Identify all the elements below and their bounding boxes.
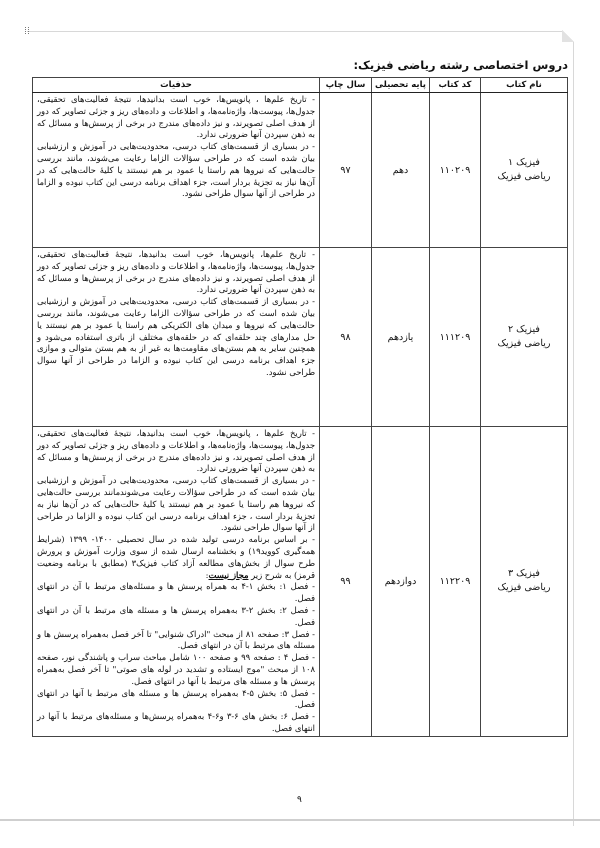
column-header-book-name: نام کتاب bbox=[481, 78, 568, 93]
print-year: ۹۸ bbox=[320, 248, 372, 427]
chapter-deletion: - فصل ۴ : صفحه ۹۹ و صفحه ۱۰۰ شامل مباحث سراب و پاشندگی نور، صفحه ۱۰۸ از مبحث "موج ایستاده و تشدید در لوله های صوتی" تا آخر فصل به‌همراه پرسش ها و مسئله های مرتبط با آنها در انتهای فصل. bbox=[37, 652, 315, 686]
book-name-cell bbox=[481, 93, 568, 248]
grade: یازدهم bbox=[372, 248, 430, 427]
column-header-deletions: حذفیات bbox=[33, 78, 320, 93]
book-field: ریاضی فیزیک bbox=[497, 582, 551, 594]
deletion-item: - در بسیاری از قسمت‌های کتاب درسی، محدودیت‌هایی در آموزش و ارزشیابی بیان شده است که در طراحی سؤالات الزاما رعایت می‌شوند، مانند بررسی حالت‌هایی که نیروها هم راستا یا عمود بر هم نیستند یا کلیهٔ حالت‌هایی که در آن‌ها نیاز به تجزیهٔ بردار است، جزء اهداف برنامه درسی این کتاب نبوده و الزاما در طراحی از آنها سوال طراحی نشود. bbox=[37, 141, 315, 199]
book-name: فیزیک ۱ bbox=[508, 157, 540, 168]
book-code: ۱۱۲۲۰۹ bbox=[430, 427, 481, 737]
book-field: ریاضی فیزیک bbox=[497, 171, 551, 182]
page-number: ۹ bbox=[297, 795, 302, 805]
column-header-book-code: کد کتاب bbox=[430, 78, 481, 93]
table-row bbox=[33, 248, 568, 427]
print-year: ۹۹ bbox=[320, 427, 372, 737]
curriculum-table bbox=[32, 77, 568, 737]
book-name-cell bbox=[481, 248, 568, 427]
covid-note-colon: : bbox=[205, 569, 209, 580]
page-corner-fold bbox=[562, 30, 574, 42]
table-row bbox=[33, 427, 568, 737]
deletion-item: - تاریخ علم‌ها ، پانویس‌ها، خوب است بدانیدها، نتیجهٔ فعالیت‌های تحقیقی، جدول‌ها، پیوست‌ها، واژه‌نامه‌ها، و اطلاعات و داده‌های ریز و جزئی تصاویر که دور از هدف اصلی تصویرند، و نیز داده‌های مندرج در برخی از پرسش‌ها و مسائل که به ذهن سپردن آنها ضرورتی ندارد. bbox=[37, 428, 315, 474]
page-top-edge bbox=[27, 31, 574, 32]
page-marker-icon bbox=[25, 27, 29, 34]
chapter-deletion: - فصل ۲: بخش ۲-۳ به‌همراه پرسش ها و مسئله های مرتبط با آن در انتهای فصل. bbox=[37, 604, 315, 627]
grade: دهم bbox=[372, 93, 430, 248]
deletions-cell bbox=[33, 93, 320, 248]
section-heading: دروس اختصاصی رشته ریاضی فیزیک: bbox=[353, 58, 568, 72]
covid-note bbox=[37, 534, 315, 581]
book-field: ریاضی فیزیک bbox=[497, 338, 551, 349]
deletion-item: - در بسیاری از قسمت‌های کتاب درسی، محدودیت‌هایی در آموزش و ارزشیابی بیان شده است که در طراحی سؤالات الزاما رعایت می‌شوند، مانند بررسی حالت‌هایی که نیروها و میدان های الکتریکی هم راستا یا عمود بر هم نیستند یا حل مدارهای چند حلقه‌ای که در حلقه‌های مختلف از باتری استفاده می‌شود و همچنین سایر به هم بستن‌های مقاومت‌ها به غیر از به هم بستن متوالی و موازی جزء اهداف برنامه درسی این کتاب نبوده و الزاما در طراحی از آنها سوال طراحی نشود. bbox=[37, 296, 315, 377]
deletion-item: - تاریخ علم‌ها ، پانویس‌ها، خوب است بدانیدها، نتیجهٔ فعالیت‌های تحقیقی، جدول‌ها، پیوست‌ها، واژه‌نامه‌ها، و اطلاعات و داده‌های ریز و جزئی تصاویر که دور از هدف اصلی تصویرند، و نیز داده‌های مندرج در برخی از پرسش‌ها و مسائل که به ذهن سپردن آنها ضرورتی ندارد. bbox=[37, 94, 315, 140]
not-allowed-emphasis: مجاز نیست bbox=[208, 569, 249, 580]
print-year: ۹۷ bbox=[320, 93, 372, 248]
column-header-print-year: سال چاپ bbox=[320, 78, 372, 93]
deletions-cell bbox=[33, 427, 320, 737]
book-code: ۱۱۱۲۰۹ bbox=[430, 248, 481, 427]
deletions-cell bbox=[33, 248, 320, 427]
book-name-cell bbox=[481, 427, 568, 737]
chapter-deletion: - فصل ۳: صفحه ۸۱ از مبحث "ادراک شنوایی" تا آخر فصل به‌همراه پرسش ها و مسئله های مرتبط با آن در انتهای فصل. bbox=[37, 628, 315, 651]
grade: دوازدهم bbox=[372, 427, 430, 737]
book-name: فیزیک ۳ bbox=[508, 568, 540, 580]
chapter-deletion: - فصل ۶: بخش های ۶-۳ و۶-۴ به‌همراه پرسش‌ها و مسئله‌های مرتبط با آنها در انتهای فصل. bbox=[37, 711, 315, 733]
page-bottom-edge bbox=[0, 819, 600, 821]
column-header-grade: پایه تحصیلی bbox=[372, 78, 430, 93]
deletion-item: - در بسیاری از قسمت‌های کتاب درسی، محدودیت‌هایی در آموزش و ارزشیابی بیان شده است که در طراحی سؤالات رعایت می‌شوندمانند بررسی حالت‌هایی که نیروها هم راستا یا عمود بر هم نیستند یا کلیهٔ حالت‌هایی که در آن‌ها نیاز به تجزیهٔ بردار است ، جزء اهداف برنامه درسی این کتاب نبوده و الزاما در طراحی از آنها سوال طراحی نشود. bbox=[37, 475, 315, 533]
book-code: ۱۱۰۲۰۹ bbox=[430, 93, 481, 248]
chapter-deletion: - فصل ۱: بخش ۱-۴ به همراه پرسش ها و مسئله‌های مرتبط با آن در انتهای فصل. bbox=[37, 581, 315, 604]
deletion-item: - تاریخ علم‌ها، پانویس‌ها، خوب است بدانیدها، نتیجهٔ فعالیت‌های تحقیقی، جدول‌ها، پیوست‌ها، واژه‌نامه‌ها، و اطلاعات و داده‌های ریز و جزئی تصاویر که دور از هدف اصلی تصویرند، و نیز داده‌های مندرج در برخی از پرسش‌ها و مسائل که به ذهن سپردن آنها ضرورتی ندارد. bbox=[37, 249, 315, 295]
chapter-deletion: - فصل ۵: بخش ۵-۴ به‌همراه پرسش ها و مسئله های مرتبط با آنها در انتهای فصل. bbox=[37, 687, 315, 710]
covid-note-text: - بر اساس برنامه درسی تولید شده در سال تحصیلی ۱۴۰۰- ۱۳۹۹ (شرایط همه‌گیری کووید۱۹) و بخشنامه ارسال شده از سوی وزارت آموزش و پرورش طرح سوال از بخش‌های مطالعه آزاد کتاب فیزیک۳ (مطابق با برنامه وضعیت قرمز) به شرح زیر bbox=[37, 534, 316, 580]
book-name: فیزیک ۲ bbox=[508, 324, 540, 335]
table-row bbox=[33, 93, 568, 248]
page-right-edge bbox=[573, 31, 574, 826]
table-header-row bbox=[33, 78, 568, 93]
